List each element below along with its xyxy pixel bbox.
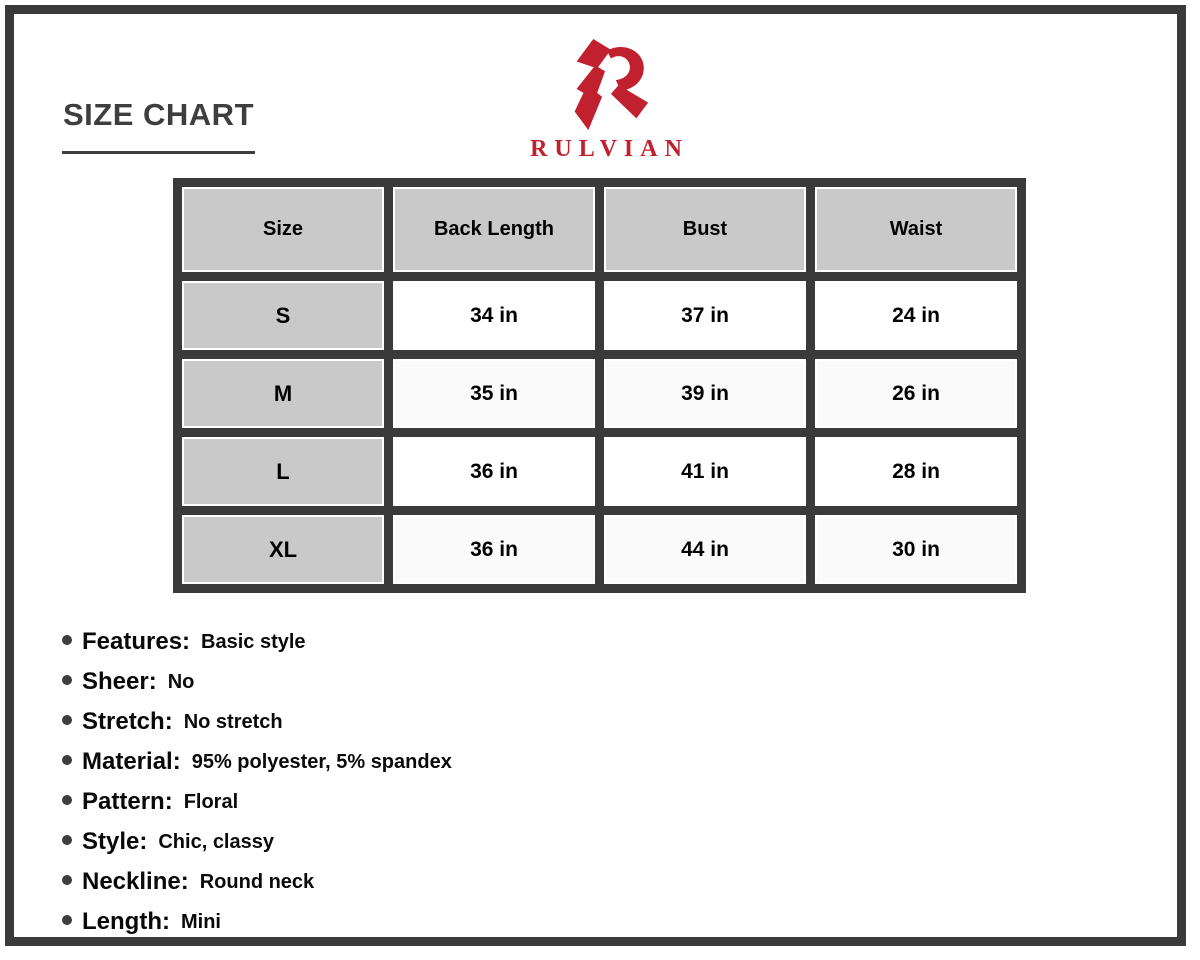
table-header-waist: Waist [815,187,1017,272]
detail-label: Length: [82,908,170,935]
detail-item-neckline [62,862,452,902]
bullet-icon [62,635,72,645]
table-cell: 39 in [604,359,806,428]
table-cell: 34 in [393,281,595,350]
detail-value: No stretch [183,710,283,733]
detail-value: Floral [183,790,239,813]
table-header-bust: Bust [604,187,806,272]
detail-item-pattern [62,782,452,822]
table-cell: 28 in [815,437,1017,506]
table-cell: 36 in [393,515,595,584]
table-cell-size-s: S [182,281,384,350]
detail-item-style [62,822,452,862]
brand-logo [500,36,712,163]
detail-label: Stretch: [82,708,173,735]
table-cell: 44 in [604,515,806,584]
table-cell-size-m: M [182,359,384,428]
detail-label: Sheer: [82,668,157,695]
rulvian-r-logo-icon [560,36,652,134]
bullet-icon [62,835,72,845]
table-cell-size-xl: XL [182,515,384,584]
detail-label: Style: [82,828,148,855]
bullet-icon [62,875,72,885]
detail-item-features [62,622,452,662]
brand-name: RULVIAN [530,136,689,162]
bullet-icon [62,915,72,925]
detail-value: No [167,670,195,693]
bullet-icon [62,675,72,685]
detail-value: 95% polyester, 5% spandex [191,750,452,773]
bullet-icon [62,715,72,725]
table-cell: 26 in [815,359,1017,428]
table-cell: 30 in [815,515,1017,584]
detail-item-material [62,742,452,782]
product-details-list [62,622,452,942]
detail-label: Neckline: [82,868,189,895]
table-cell-size-l: L [182,437,384,506]
bullet-icon [62,755,72,765]
detail-value: Round neck [199,870,315,893]
detail-item-stretch [62,702,452,742]
page-title: SIZE CHART [63,97,254,132]
title-underline [62,151,255,154]
table-header-size: Size [182,187,384,272]
detail-value: Basic style [201,630,306,653]
size-chart-table [173,178,1026,593]
table-cell: 36 in [393,437,595,506]
detail-label: Features: [82,628,191,655]
detail-item-sheer [62,662,452,702]
table-cell: 35 in [393,359,595,428]
detail-value: Mini [180,910,221,933]
bullet-icon [62,795,72,805]
table-header-back-length: Back Length [393,187,595,272]
detail-value: Chic, classy [158,830,274,853]
table-cell: 24 in [815,281,1017,350]
detail-label: Material: [82,748,181,775]
table-cell: 37 in [604,281,806,350]
table-cell: 41 in [604,437,806,506]
detail-item-length [62,902,452,942]
detail-label: Pattern: [82,788,173,815]
